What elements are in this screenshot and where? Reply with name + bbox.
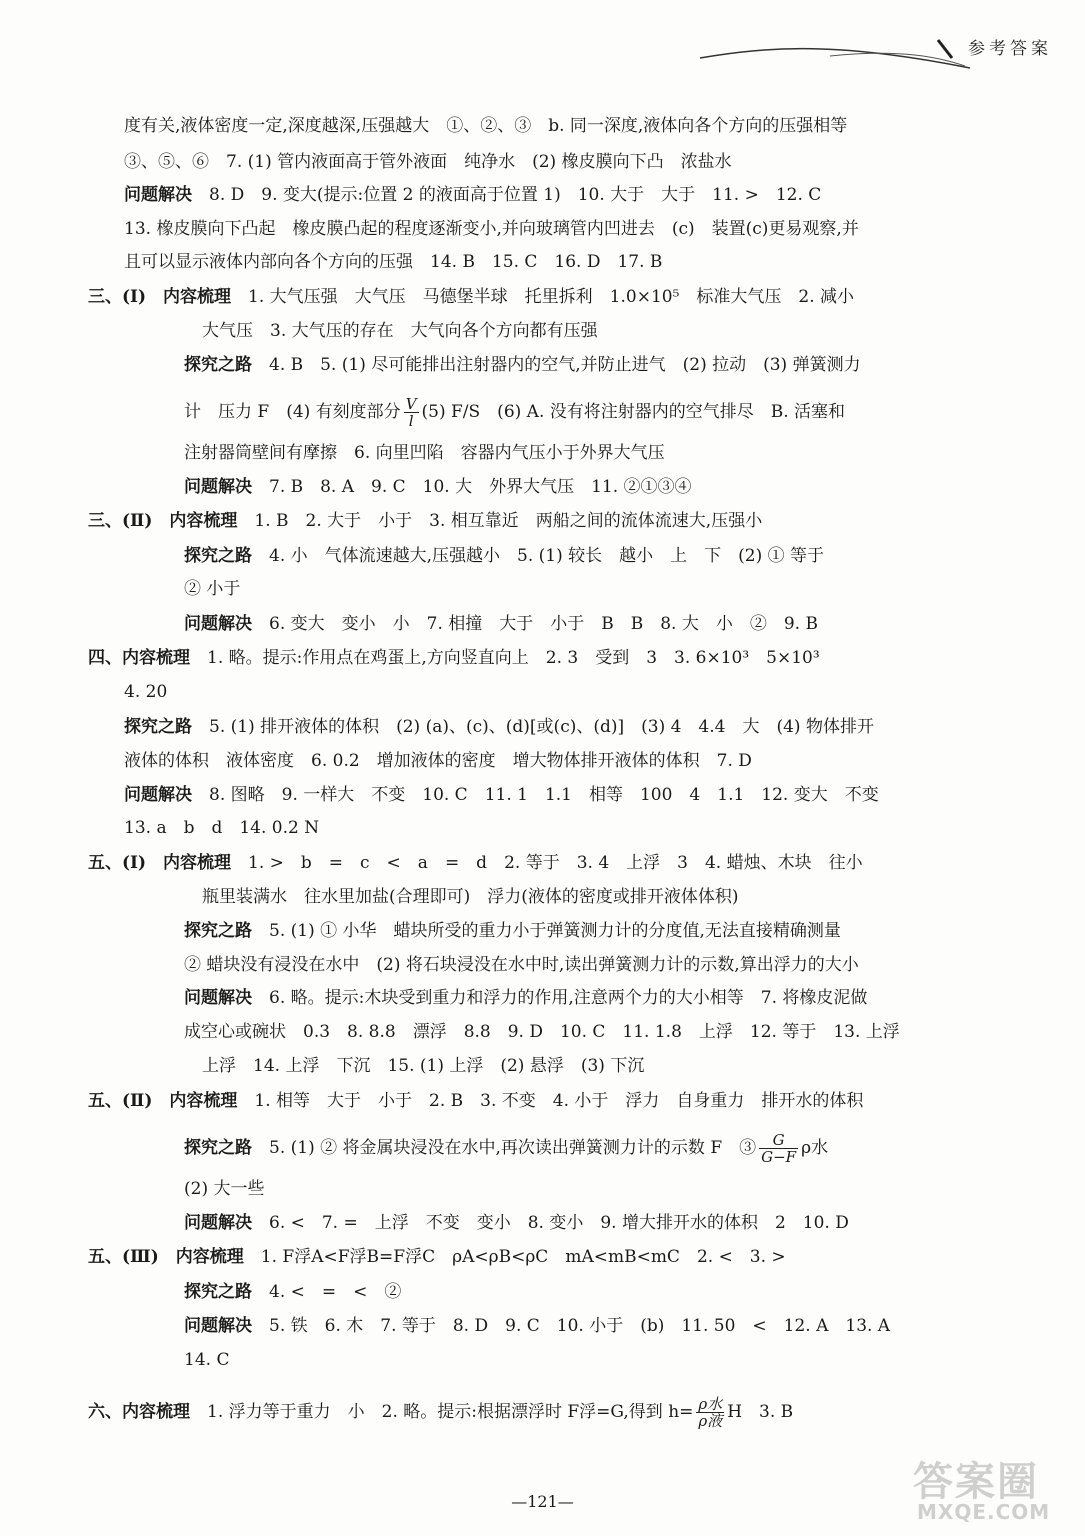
header-title: 参考答案 (968, 39, 1052, 59)
text-line: 六、内容梳理 1. 浮力等于重力 小 2. 略。提示:根据漂浮时 F浮=G,得到 h= $\frac{\text{ρ水}}{\text{ρ液}}$ H 3. B (88, 1395, 794, 1430)
text-line: 问题解决 7. B 8. A 9. C 10. 大 外界大气压 11. ②①③④ (184, 477, 692, 497)
text-line: 4. 20 (124, 682, 168, 702)
section-label: 内容梳理 (169, 511, 238, 531)
section-label: 探究之路 (184, 546, 252, 566)
fraction: $\frac{V}{l}$ (405, 395, 417, 430)
text-line: 问题解决 6. 略。提示:木块受到重力和浮力的作用,注意两个力的大小相等 7. 将橡皮泥做 (184, 988, 868, 1008)
section-label: 内容梳理 (175, 1247, 244, 1267)
text-line: 探究之路 4. B 5. (1) 尽可能排出注射器内的空气,并防止进气 (2) 拉动 (3) 弹簧测力 (184, 355, 861, 375)
page-number: —121— (511, 1492, 574, 1511)
section-prefix: 五、(Ⅱ) (88, 1091, 153, 1111)
section-label: 探究之路 (184, 355, 252, 375)
section-label: 问题解决 (124, 185, 192, 205)
section-label: 探究之路 (124, 717, 192, 737)
text-line: ② 蜡块没有浸没在水中 (2) 将石块浸没在水中时,读出弹簧测力计的示数,算出浮力的大小 (184, 955, 859, 975)
text-line: 三、(Ⅰ) 内容梳理 1. 大气压强 大气压 马德堡半球 托里拆利 1.0×10⁵ 标准大气压 2. 减小 (88, 287, 855, 307)
section-label: 内容梳理 (163, 853, 232, 873)
text-line: ② 小于 (184, 579, 241, 599)
text-line: 上浮 14. 上浮 下沉 15. (1) 上浮 (2) 悬浮 (3) 下沉 (202, 1056, 645, 1076)
text-line: 问题解决 8. D 9. 变大(提示:位置 2 的液面高于位置 1) 10. 大于 大于 11. > 12. C (124, 185, 822, 205)
text-line: 五、(Ⅱ) 内容梳理 1. 相等 大于 小于 2. B 3. 不变 4. 小于 浮力 自身重力 排开水的体积 (88, 1091, 864, 1111)
text-line: 探究之路 4. < = < ② (184, 1282, 402, 1302)
section-label: 问题解决 (184, 1213, 252, 1233)
section-prefix: 四、 (88, 648, 122, 668)
fraction: $\frac{\text{ρ水}}{\text{ρ液}}$ (698, 1395, 723, 1430)
text-line: 问题解决 5. 铁 6. 木 7. 等于 8. D 9. C 10. 小于 (b) 11. 50 < 12. A 13. A (184, 1316, 891, 1336)
section-prefix: 六、 (88, 1402, 122, 1422)
section-prefix: 三、(Ⅰ) (88, 287, 147, 307)
watermark-text: 答案圈 (913, 1459, 1039, 1505)
section-label: 探究之路 (184, 921, 252, 941)
text-line: 计 压力 F (4) 有刻度部分 $\frac{V}{l}$ (5) F/S (6) A. 没有将注射器内的空气排尽 B. 活塞和 (184, 395, 846, 430)
section-label: 内容梳理 (122, 648, 190, 668)
text-line: 三、(Ⅱ) 内容梳理 1. B 2. 大于 小于 3. 相互靠近 两船之间的流体流速大,压强小 (88, 511, 763, 531)
text-line: 度有关,液体密度一定,深度越深,压强越大 ①、②、③ b. 同一深度,液体向各个方向的压强相等 (124, 116, 848, 136)
text-line: 探究之路 5. (1) 排开液体的体积 (2) (a)、(c)、(d)[或(c)、(d)] (3) 4 4.4 大 (4) 物体排开 (124, 717, 874, 737)
text-line: 13. a b d 14. 0.2 N (124, 818, 320, 838)
text-line: 问题解决 8. 图略 9. 一样大 不变 10. C 11. 1 1.1 相等 100 4 1.1 12. 变大 不变 (124, 785, 879, 805)
fraction: $\frac{G}{G-F}$ (761, 1131, 797, 1166)
text-line: 大气压 3. 大气压的存在 大气向各个方向都有压强 (202, 321, 598, 341)
text-line: 五、(Ⅲ) 内容梳理 1. F浮A<F浮B=F浮C ρA<ρB<ρC mA<mB<mC 2. < 3. > (88, 1247, 786, 1267)
text-line: 问题解决 6. 变大 变小 小 7. 相撞 大于 小于 B B 8. 大 小 ② 9. B (184, 614, 818, 634)
watermark-url: MXQE.COM (917, 1500, 1051, 1524)
section-label: 内容梳理 (163, 287, 232, 307)
text-line: 且可以显示液体内部向各个方向的压强 14. B 15. C 16. D 17. B (124, 252, 663, 272)
text-line: 探究之路 4. 小 气体流速越大,压强越小 5. (1) 较长 越小 上 下 (2) ① 等于 (184, 546, 825, 566)
text-line: 问题解决 6. < 7. = 上浮 不变 变小 8. 变小 9. 增大排开水的体积 2 10. D (184, 1213, 849, 1233)
text-line: 探究之路 5. (1) ① 小华 蜡块所受的重力小于弹簧测力计的分度值,无法直接精确测量 (184, 921, 841, 941)
section-label: 问题解决 (184, 614, 252, 634)
section-label: 探究之路 (184, 1282, 252, 1302)
text-line: 五、(Ⅰ) 内容梳理 1. > b = c < a = d 2. 等于 3. 4 上浮 3 4. 蜡烛、木块 往小 (88, 853, 863, 873)
text-line: 13. 橡皮膜向下凸起 橡皮膜凸起的程度逐渐变小,并向玻璃管内凹进去 (c) 装置(c)更易观察,并 (124, 219, 859, 239)
section-prefix: 五、(Ⅲ) (88, 1247, 159, 1267)
text-line: 注射器筒壁间有摩擦 6. 向里凹陷 容器内气压小于外界大气压 (184, 443, 665, 463)
text-line: 探究之路 5. (1) ② 将金属块浸没在水中,再次读出弹簧测力计的示数 F ③ $\frac{G}{G-F}$ ρ水 (184, 1131, 829, 1166)
text-line: 液体的体积 液体密度 6. 0.2 增加液体的密度 增大物体排开液体的体积 7. D (124, 751, 752, 771)
section-label: 问题解决 (184, 988, 252, 1008)
text-line: ③、⑤、⑥ 7. (1) 管内液面高于管外液面 纯净水 (2) 橡皮膜向下凸 浓盐水 (124, 152, 732, 172)
section-label: 内容梳理 (169, 1091, 238, 1111)
watermark-logo (905, 1450, 1080, 1530)
text-line: 14. C (184, 1350, 230, 1370)
text-line: 四、内容梳理 1. 略。提示:作用点在鸡蛋上,方向竖直向上 2. 3 受到 3 3. 6×10³ 5×10³ (88, 648, 820, 668)
section-label: 问题解决 (184, 477, 252, 497)
section-prefix: 三、(Ⅱ) (88, 511, 153, 531)
section-prefix: 五、(Ⅰ) (88, 853, 147, 873)
page-header (690, 28, 1070, 78)
text-line: 成空心或碗状 0.3 8. 8.8 漂浮 8.8 9. D 10. C 11. 1.8 上浮 12. 等于 13. 上浮 (184, 1022, 900, 1042)
section-label: 问题解决 (184, 1316, 252, 1336)
section-label: 内容梳理 (122, 1402, 190, 1422)
section-label: 问题解决 (124, 785, 192, 805)
text-line: 瓶里装满水 往水里加盐(合理即可) 浮力(液体的密度或排开液体体积) (202, 887, 739, 907)
text-line: (2) 大一些 (184, 1179, 265, 1199)
section-label: 探究之路 (184, 1138, 252, 1158)
